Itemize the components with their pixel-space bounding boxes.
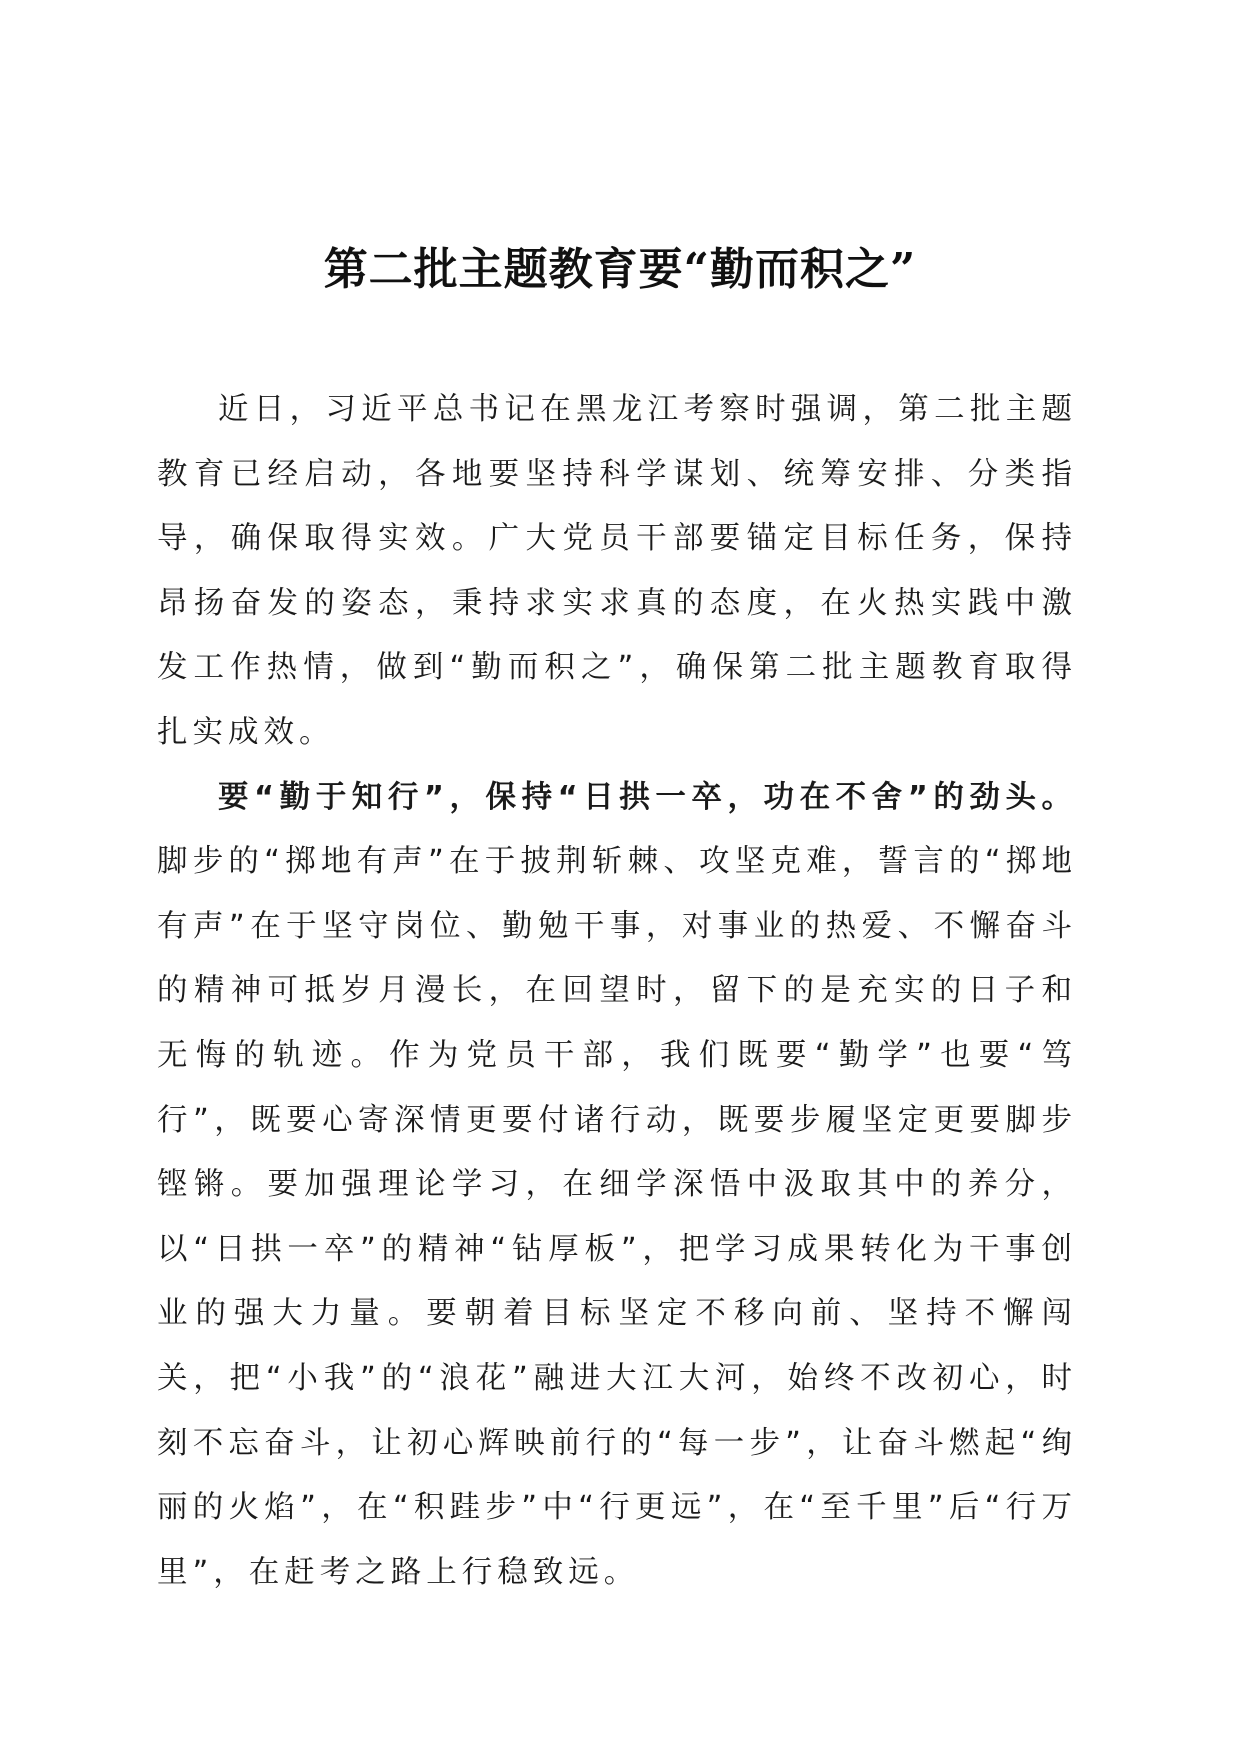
paragraph-intro-text: 近日，习近平总书记在黑龙江考察时强调，第二批主题教育已经启动，各地要坚持科学谋划、统筹安排、分类指导，确保取得实效。广大党员干部要锚定目标任务，保持昂扬奋发的姿态，秉持求实求真的态度，在火热实践中激发工作热情，做到“勤而积之”，确保第二批主题教育取得扎实成效。: [157, 392, 1077, 750]
document-body: [157, 378, 1077, 1605]
paragraph-body-text: 脚步的“掷地有声”在于披荆斩棘、攻坚克难，誓言的“掷地有声”在于坚守岗位、勤勉干事，对事业的热爱、不懈奋斗的精神可抵岁月漫长，在回望时，留下的是充实的日子和无悔的轨迹。作为党员干部，我们既要“勤学”也要“笃行”，既要心寄深情更要付诸行动，既要步履坚定更要脚步铿锵。要加强理论学习，在细学深悟中汲取其中的养分，以“日拱一卒”的精神“钻厚板”，把学习成果转化为干事创业的强大力量。要朝着目标坚定不移向前、坚持不懈闯关，把“小我”的“浪花”融进大江大河，始终不改初心，时刻不忘奋斗，让初心辉映前行的“每一步”，让奋斗燃起“绚丽的火焰”，在“积跬步”中“行更远”，在“至千里”后“行万里”，在赶考之路上行稳致远。: [157, 844, 1077, 1590]
document-title: 第二批主题教育要“勤而积之”: [323, 244, 917, 295]
paragraph-intro: [157, 378, 1077, 766]
paragraph-lead-sentence: 要“勤于知行”，保持“日拱一卒，功在不舍”的劲头。: [218, 779, 1077, 815]
paragraph-diligent-knowledge-action: [157, 766, 1077, 1606]
